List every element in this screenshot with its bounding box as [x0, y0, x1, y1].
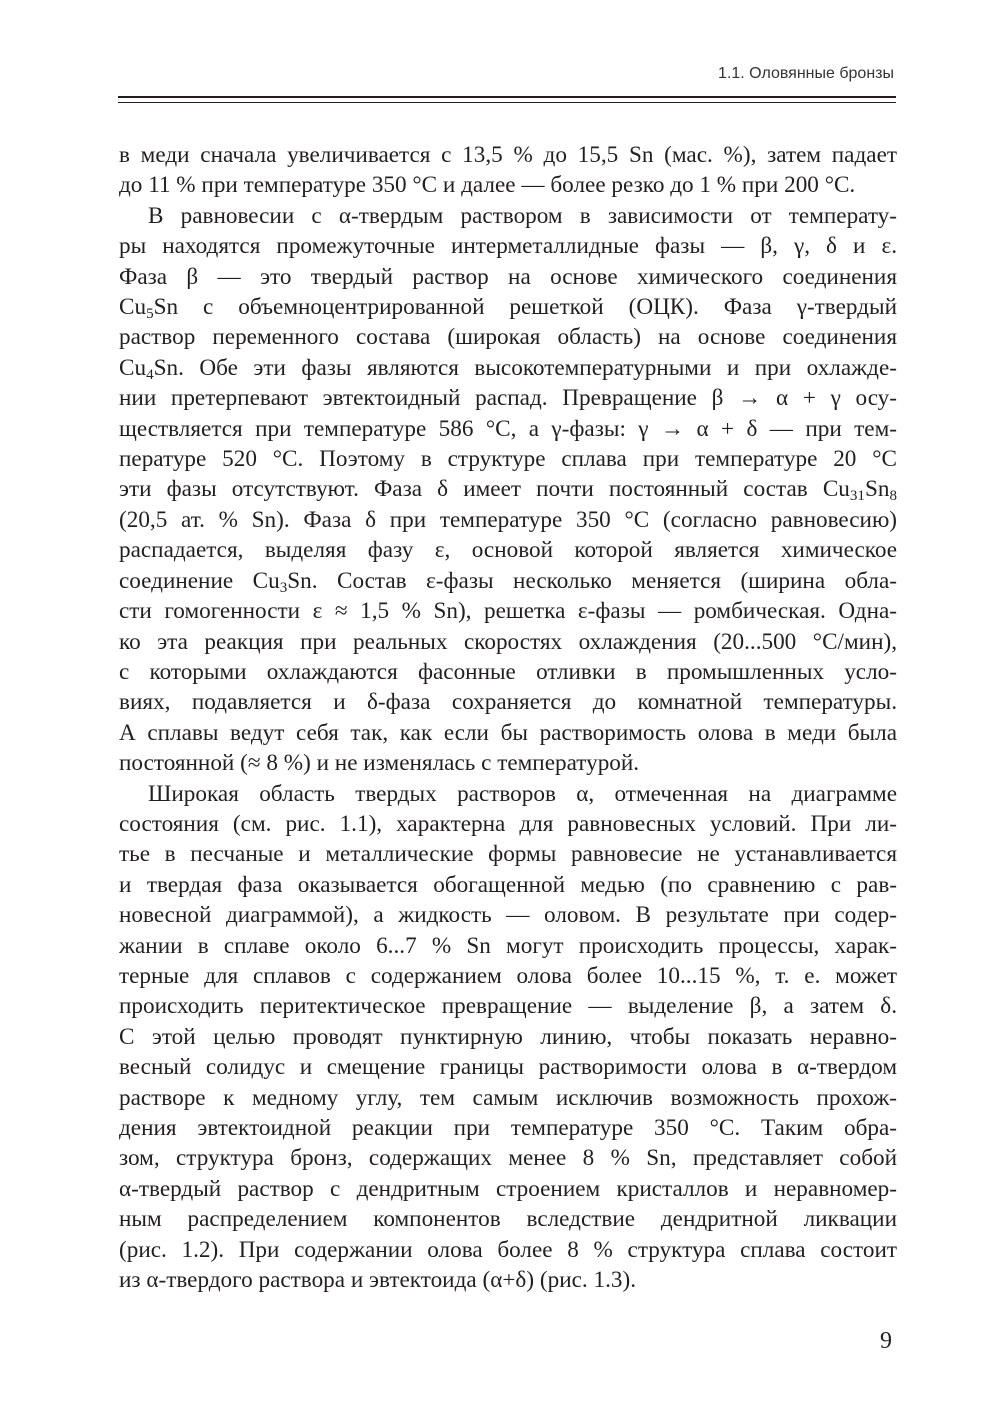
text-line: из α-твердого раствора и эвтектоида (α+δ) (рис. 1.3). — [119, 1267, 636, 1294]
text-line: зом, структура бронз, содержащих менее 8 % Sn, представляет собой — [119, 1145, 897, 1172]
text-line: А сплавы ведут себя так, как если бы растворимость олова в меди была — [119, 719, 897, 746]
text-line: распадается, выделяя фазу ε, основой которой является химическое — [119, 537, 897, 564]
text-line: тье в песчаные и металлические формы равновесие не устанавливается — [119, 841, 897, 868]
text-line: α-твердый раствор с дендритным строением кристаллов и неравномер- — [119, 1175, 897, 1202]
text-line: происходить перитектическое превращение — выделение β, а затем δ. — [119, 993, 897, 1020]
text-line: ко эта реакция при реальных скоростях охлаждения (20...500 °C/мин), — [119, 628, 897, 655]
text-line: ры находятся промежуточные интерметаллидные фазы — β, γ, δ и ε. — [119, 233, 897, 260]
text-line: растворе к медному углу, тем самым исключив возможность прохож- — [119, 1084, 897, 1111]
header-rule-thick — [118, 96, 896, 98]
text-line: соединение $Cu_3Sn$. Состав ε-фазы несколько меняется (ширина обла- — [119, 567, 897, 596]
text-line: эти фазы отсутствуют. Фаза δ имеет почти постоянный состав $Cu_{31}Sn_8$ — [119, 476, 897, 505]
text-line: Фаза β — это твердый раствор на основе химического соединения — [119, 263, 897, 290]
text-line: жании в сплаве около 6...7 % Sn могут происходить процессы, харак- — [119, 932, 897, 959]
header-rule-thin — [118, 102, 896, 103]
paragraph — [119, 140, 897, 201]
text-line: виях, подавляется и δ-фаза сохраняется до комнатной температуры. — [119, 689, 897, 716]
body-text — [119, 140, 897, 1295]
paragraph — [119, 201, 897, 779]
page-number: 9 — [880, 1328, 892, 1354]
text-line: ным распределением компонентов вследствие дендритной ликвации — [119, 1206, 897, 1233]
text-line: дения эвтектоидной реакции при температуре 350 °C. Таким обра- — [119, 1115, 897, 1141]
text-line: В равновесии с α-твердым раствором в зависимости от температу- — [148, 202, 897, 229]
text-line: пературе 520 °C. Поэтому в структуре сплава при температуре 20 °C — [119, 446, 897, 473]
text-line: терные для сплавов с содержанием олова более 10...15 %, т. е. может — [119, 962, 897, 989]
text-line: раствор переменного состава (широкая область) на основе соединения — [119, 324, 897, 351]
running-header-title: 1.1. Оловянные бронзы — [718, 65, 894, 82]
text-line: состояния (см. рис. 1.1), характерна для равновесных условий. При ли- — [119, 810, 897, 837]
text-line: (рис. 1.2). При содержании олова более 8 % структура сплава состоит — [119, 1236, 897, 1263]
text-line: сти гомогенности ε ≈ 1,5 % Sn), решетка ε-фазы — ромбическая. Одна- — [119, 598, 897, 625]
text-line: $Cu_4Sn$. Обе эти фазы являются высокотемпературными и при охлажде- — [119, 354, 897, 383]
text-line: $Cu_5Sn$ с объемноцентрированной решеткой (ОЦК). Фаза γ-твердый — [119, 294, 897, 322]
text-line: и твердая фаза оказывается обогащенной медью (по сравнению с рав- — [119, 871, 897, 898]
text-line: нии претерпевают эвтектоидный распад. Превращение β → α + γ осу- — [119, 385, 897, 412]
text-line: весный солидус и смещение границы растворимости олова в α-твердом — [119, 1054, 897, 1081]
text-line: Широкая область твердых растворов α, отмеченная на диаграмме — [148, 780, 897, 807]
paragraph — [119, 779, 897, 1296]
text-line: постоянной (≈ 8 %) и не изменялась с температурой. — [119, 750, 640, 777]
text-line: с которыми охлаждаются фасонные отливки в промышленных усло- — [119, 658, 897, 685]
text-line: в меди сначала увеличивается с 13,5 % до 15,5 Sn (мас. %), затем падает — [119, 142, 897, 168]
text-line: (20,5 ат. % Sn). Фаза δ при температуре 350 °C (согласно равновесию) — [119, 506, 897, 533]
text-line: ществляется при температуре 586 °C, а γ-фазы: γ → α + δ — при тем- — [119, 415, 897, 442]
text-line: С этой целью проводят пунктирную линию, чтобы показать неравно- — [119, 1023, 897, 1050]
text-line: до 11 % при температуре 350 °C и далее — более резко до 1 % при 200 °C. — [119, 172, 856, 199]
text-line: новесной диаграммой), а жидкость — оловом. В результате при содер- — [119, 902, 897, 929]
